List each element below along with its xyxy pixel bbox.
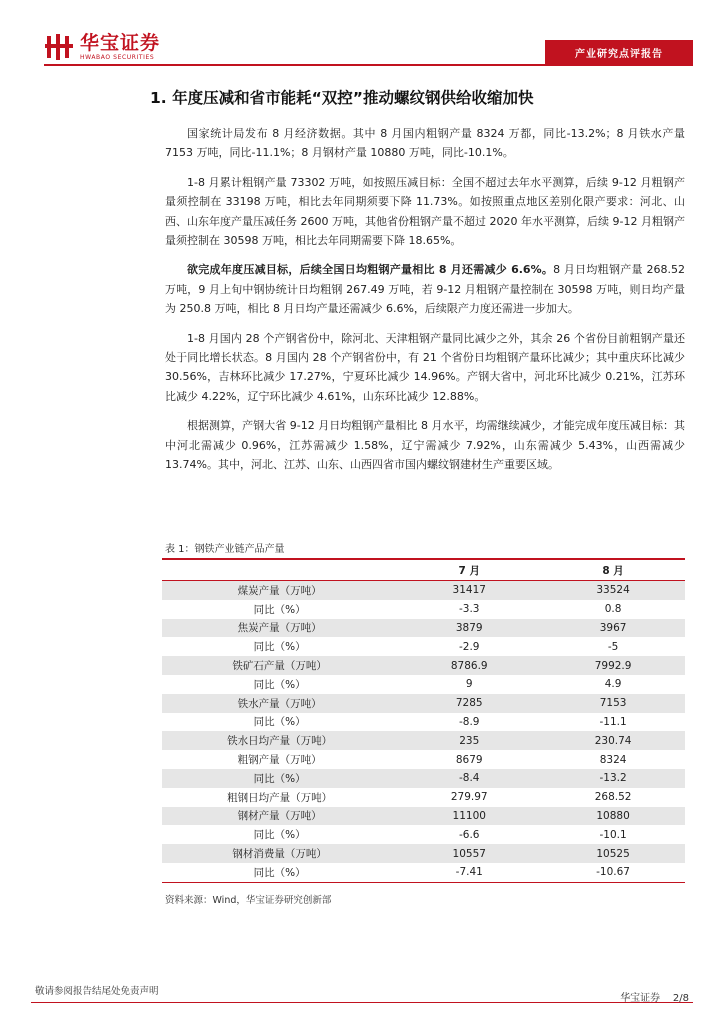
page-footer xyxy=(620,989,689,1004)
row-label: 粗钢日均产量（万吨） xyxy=(227,791,333,804)
page-number: 2/8 xyxy=(672,993,689,1004)
cell-august: 3967 xyxy=(541,619,685,638)
row-label: 粗钢产量（万吨） xyxy=(237,754,322,767)
row-label: 同比（%） xyxy=(253,641,306,654)
cell-july: 235 xyxy=(397,731,541,750)
table-row xyxy=(162,750,685,769)
table-header-cell xyxy=(162,559,397,581)
row-label: 同比（%） xyxy=(253,678,306,691)
footer-divider xyxy=(31,1002,693,1003)
table-caption: 表 1：钢铁产业链产品产量 xyxy=(165,544,285,555)
row-label: 同比（%） xyxy=(253,829,306,842)
table-row xyxy=(162,863,685,882)
cell-july: 9 xyxy=(465,678,473,691)
cell-july: 279.97 xyxy=(450,791,488,804)
header-divider xyxy=(44,64,693,66)
cell-august: -5 xyxy=(607,640,619,653)
row-label: 同比（%） xyxy=(162,863,397,882)
cell-august: -10.67 xyxy=(541,863,685,882)
cell-august: 0.8 xyxy=(604,603,622,616)
section-title: 1. 年度压减和省市能耗“双控”推动螺纹钢供给收缩加快 xyxy=(150,89,534,107)
table-row xyxy=(162,807,685,826)
table-header-cell: 8 月 xyxy=(541,559,685,581)
cell-july: 11100 xyxy=(397,807,541,826)
paragraph: 1-8 月国内 28 个产钢省份中，除河北、天津粗钢产量同比减少之外，其余 26 个省份目前粗钢产量还处于同比增长状态。8 月国内 28 个产钢省份中，有 21 个省份日均粗钢产量环比减少；其中重庆环比减少 30.56%，吉林环比减少 17.27%，宁夏环比减少 14.96%。产钢大省中，河北环比减少 0.21%，江苏环比减少 4.22%，辽宁环比减少 4.61%，山东环比减少 12.88%。 xyxy=(165,331,685,403)
cell-august: 230.74 xyxy=(541,731,685,750)
cell-july: -2.9 xyxy=(459,640,480,653)
hwabao-logo-icon xyxy=(44,32,74,62)
table-row xyxy=(162,694,685,713)
cell-august: -13.2 xyxy=(541,769,685,788)
table-row xyxy=(162,713,685,732)
paragraph: 根据测算，产钢大省 9-12 月日均粗钢产量相比 8 月水平，均需继续减少，才能完成年度压减目标：其中河北需减少 0.96%，江苏需减少 1.58%，辽宁需减少 7.92%，山东需减少 5.43%，山西需减少 13.74%。其中，河北、江苏、山东、山西四省市国内螺纹钢建材生产重要区域。 xyxy=(165,419,685,472)
row-label: 同比（%） xyxy=(253,603,306,616)
disclaimer-note: 敬请参阅报告结尾处免责声明 xyxy=(35,986,159,997)
table-header-cell: 7 月 xyxy=(397,559,541,581)
production-table xyxy=(162,558,685,883)
logo-chinese-name: 华宝证券 xyxy=(80,31,161,54)
table-row xyxy=(162,581,685,600)
cell-august: 7992.9 xyxy=(541,656,685,675)
table-row xyxy=(162,656,685,675)
cell-august: -10.1 xyxy=(599,828,627,841)
table-row xyxy=(162,619,685,638)
row-label: 同比（%） xyxy=(253,716,306,729)
paragraph: 1-8 月累计粗钢产量 73302 万吨，如按照压减目标：全国不超过去年水平测算，后续 9-12 月粗钢产量须控制在 33198 万吨，相比去年同期须要下降 11.73%。如按照重点地区差别化限产要求：河北、山西、山东年度产量压减任务 2600 万吨，其他省份粗钢产量不超过 2020 年水平测算，后续 9-12 月粗钢产量须控制在 30598 万吨，相比去年同期需要下降 18.65%。 xyxy=(165,175,685,248)
cell-july: -8.4 xyxy=(397,769,541,788)
row-label: 钢材产量（万吨） xyxy=(162,807,397,826)
cell-july: 10557 xyxy=(397,844,541,863)
row-label: 铁矿石产量（万吨） xyxy=(162,656,397,675)
paragraph: 国家统计局发布 8 月经济数据。其中 8 月国内粗钢产量 8324 万都，同比-13.2%；8 月铁水产量 7153 万吨，同比-11.1%；8 月钢材产量 10880 万吨，同比-10.1%。 xyxy=(165,127,685,160)
footer-brand: 华宝证券 xyxy=(620,993,661,1004)
table-row xyxy=(162,825,685,844)
row-label: 焦炭产量（万吨） xyxy=(162,619,397,638)
cell-august: 33524 xyxy=(541,581,685,600)
logo-english-name: HWABAO SECURITIES xyxy=(80,53,155,61)
row-label: 铁水日均产量（万吨） xyxy=(162,731,397,750)
table-row xyxy=(162,844,685,863)
cell-july: 31417 xyxy=(397,581,541,600)
cell-july: 7285 xyxy=(397,694,541,713)
cell-july: -3.3 xyxy=(459,603,480,616)
cell-august: 10525 xyxy=(541,844,685,863)
table-row xyxy=(162,675,685,694)
row-label: 铁水产量（万吨） xyxy=(162,694,397,713)
cell-august: 8324 xyxy=(599,753,627,766)
cell-july: -8.9 xyxy=(459,715,480,728)
table-row xyxy=(162,788,685,807)
paragraph-text: 8 月日均粗钢产量 268.52 万吨，9 月上旬中钢协统计日均粗钢 267.49 万吨，若 9-12 月粗钢产量控制在 30598 万吨，则日均产量为 250.8 万吨，相比 8 月日均产量还需减少 6.6%，后续限产力度还需进一步加大。 xyxy=(165,263,685,316)
row-label: 钢材消费量（万吨） xyxy=(162,844,397,863)
table-header-row xyxy=(162,559,685,581)
row-label: 同比（%） xyxy=(162,769,397,788)
cell-july: 8786.9 xyxy=(397,656,541,675)
cell-july: 3879 xyxy=(397,619,541,638)
cell-july: 8679 xyxy=(455,753,483,766)
paragraph-highlight: 欲完成年度压减目标，后续全国日均粗钢产量相比 8 月还需减少 6.6%。 xyxy=(187,263,554,277)
cell-august: -11.1 xyxy=(599,715,627,728)
company-logo xyxy=(44,30,160,64)
cell-july: -6.6 xyxy=(459,828,480,841)
row-label: 煤炭产量（万吨） xyxy=(162,581,397,600)
table-row xyxy=(162,637,685,656)
paragraph xyxy=(165,260,685,318)
table-row xyxy=(162,600,685,619)
report-type-badge: 产业研究点评报告 xyxy=(545,40,693,64)
cell-august: 268.52 xyxy=(594,791,632,804)
table-row xyxy=(162,731,685,750)
cell-july: -7.41 xyxy=(397,863,541,882)
body-text xyxy=(165,124,685,485)
cell-august: 4.9 xyxy=(604,678,622,691)
table-row xyxy=(162,769,685,788)
table-source-note: 资料来源：Wind，华宝证券研究创新部 xyxy=(165,895,332,906)
cell-august: 10880 xyxy=(541,807,685,826)
cell-august: 7153 xyxy=(541,694,685,713)
